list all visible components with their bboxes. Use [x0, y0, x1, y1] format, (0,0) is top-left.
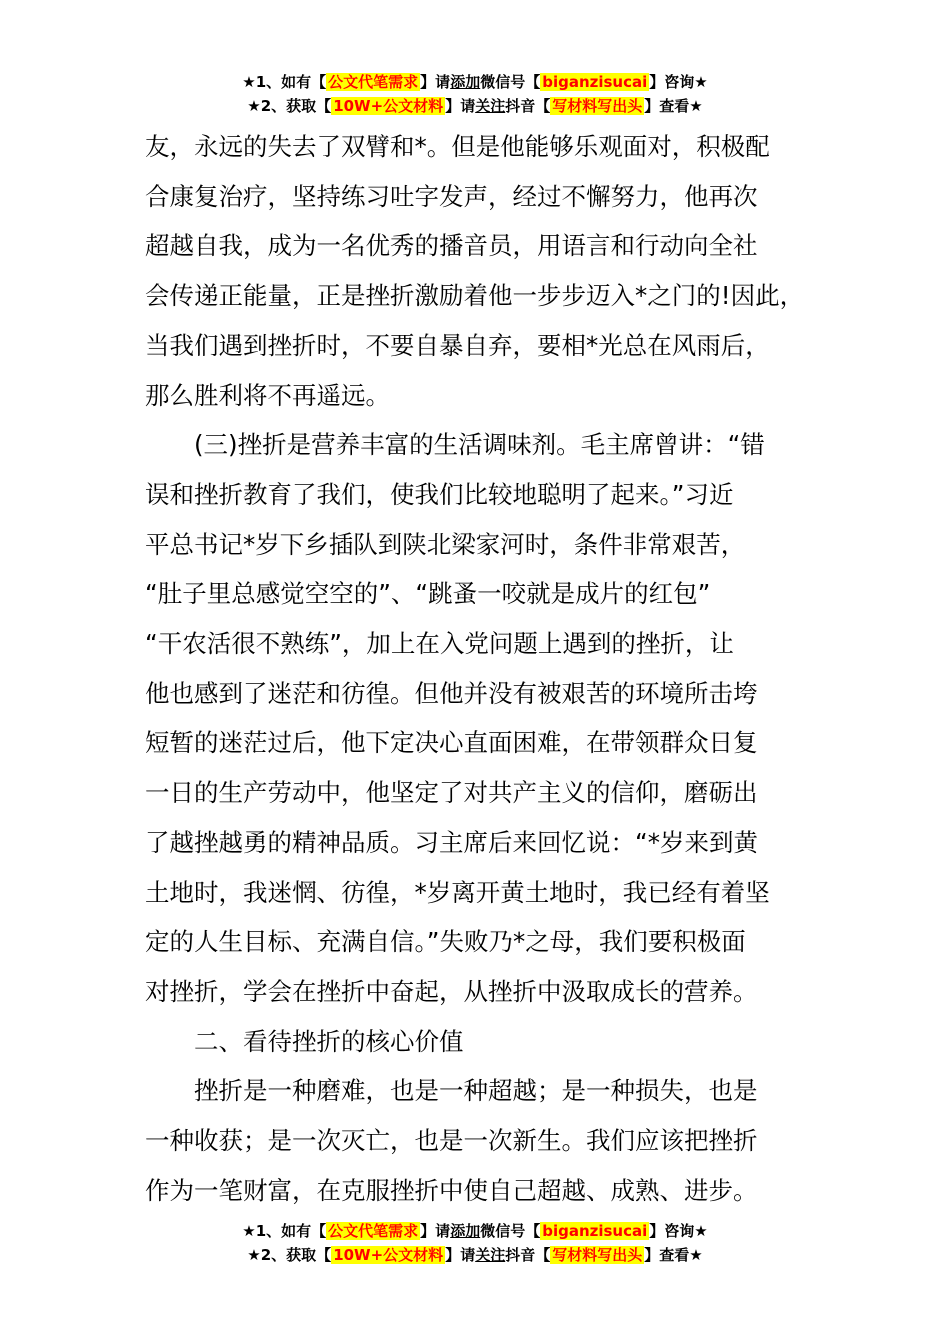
banner-text: 】请	[445, 97, 476, 115]
footer-banner	[0, 1219, 950, 1267]
body-line: 友，永远的失去了双臂和*。但是他能够乐观面对，积极配	[145, 132, 770, 161]
banner-text: 】查看★	[644, 97, 703, 115]
banner-text: 】请	[445, 1246, 476, 1264]
banner-highlight-service: 公文代笔需求	[328, 1222, 419, 1240]
banner-text: ★2、获取【	[247, 1246, 332, 1264]
body-line: 了越挫越勇的精神品质。习主席后来回忆说：“*岁来到黄	[145, 827, 758, 857]
body-line: 那么胜利将不再遥远。	[145, 380, 390, 410]
banner-underline: 添加	[450, 73, 481, 91]
banner-text: ★1、如有【	[242, 73, 327, 91]
banner-text: ★2、获取【	[247, 97, 332, 115]
banner-text: 】咨询★	[649, 1222, 708, 1240]
banner-underline: 关注	[475, 1246, 506, 1264]
banner-text: 】咨询★	[649, 73, 708, 91]
banner-text: 】查看★	[644, 1246, 703, 1264]
banner-text: 微信号【	[480, 73, 541, 91]
body-line: 超越自我，成为一名优秀的播音员，用语言和行动向全社	[145, 231, 758, 261]
body-line: 当我们遇到挫折时，不要自暴自弃，要相*光总在风雨后，	[145, 330, 770, 360]
banner-text: 抖音【	[505, 97, 551, 115]
banner-highlight-materials: 10W+公文材料	[333, 1246, 444, 1264]
body-line: 短暂的迷茫过后，他下定决心直面困难，在带领群众日复	[145, 728, 758, 758]
banner-underline: 关注	[475, 97, 506, 115]
banner-highlight-service: 公文代笔需求	[328, 73, 419, 91]
banner-highlight-douyin-account: 写材料写出头	[552, 97, 643, 115]
body-line: 平总书记*岁下乡插队到陕北梁家河时，条件非常艰苦，	[145, 529, 746, 559]
banner-text: 】请	[420, 73, 451, 91]
body-line: “肚子里总感觉空空的”、“跳蚤一咬就是成片的红包”	[145, 579, 711, 609]
header-banner-line-2	[0, 94, 950, 118]
header-banner-line-1	[0, 70, 950, 94]
body-line: 挫折是一种磨难，也是一种超越；是一种损失，也是	[194, 1076, 758, 1106]
banner-highlight-douyin-account: 写材料写出头	[552, 1246, 643, 1264]
header-banner	[0, 70, 950, 118]
banner-highlight-materials: 10W+公文材料	[333, 97, 444, 115]
banner-highlight-wechat-id: biganzisucai	[542, 73, 648, 91]
body-line: 一种收获；是一次灭亡，也是一次新生。我们应该把挫折	[145, 1126, 758, 1156]
banner-underline: 添加	[450, 1222, 481, 1240]
banner-text: ★1、如有【	[242, 1222, 327, 1240]
body-line: 一日的生产劳动中，他坚定了对共产主义的信仰，磨砺出	[145, 778, 758, 808]
body-line: 土地时，我迷惘、彷徨，*岁离开黄土地时，我已经有着坚	[145, 877, 770, 907]
section-heading-3: (三)挫折是营养丰富的生活调味剂。毛主席曾讲：“错	[194, 430, 765, 460]
body-line: 对挫折，学会在挫折中奋起，从挫折中汲取成长的营养。	[145, 976, 758, 1006]
banner-highlight-wechat-id: biganzisucai	[542, 1222, 648, 1240]
body-line: 他也感到了迷茫和彷徨。但他并没有被艰苦的环境所击垮	[145, 678, 758, 708]
footer-banner-line-2	[0, 1243, 950, 1267]
banner-text: 抖音【	[505, 1246, 551, 1264]
body-line: “干农活很不熟练”，加上在入党问题上遇到的挫折，让	[145, 629, 734, 659]
banner-text: 微信号【	[480, 1222, 541, 1240]
body-line: 误和挫折教育了我们，使我们比较地聪明了起来。”习近	[145, 479, 734, 509]
section-heading-2: 二、看待挫折的核心价值	[194, 1026, 464, 1056]
body-line: 定的人生目标、充满自信。”失败乃*之母，我们要积极面	[145, 927, 746, 957]
banner-text: 】请	[420, 1222, 451, 1240]
body-line: 作为一笔财富，在克服挫折中使自己超越、成熟、进步。	[145, 1175, 758, 1205]
body-line: 会传递正能量，正是挫折激励着他一步步迈入*之门的!因此，	[145, 281, 805, 311]
document-body	[145, 122, 815, 1215]
body-line: 合康复治疗，坚持练习吐字发声，经过不懈努力，他再次	[145, 181, 758, 211]
footer-banner-line-1	[0, 1219, 950, 1243]
